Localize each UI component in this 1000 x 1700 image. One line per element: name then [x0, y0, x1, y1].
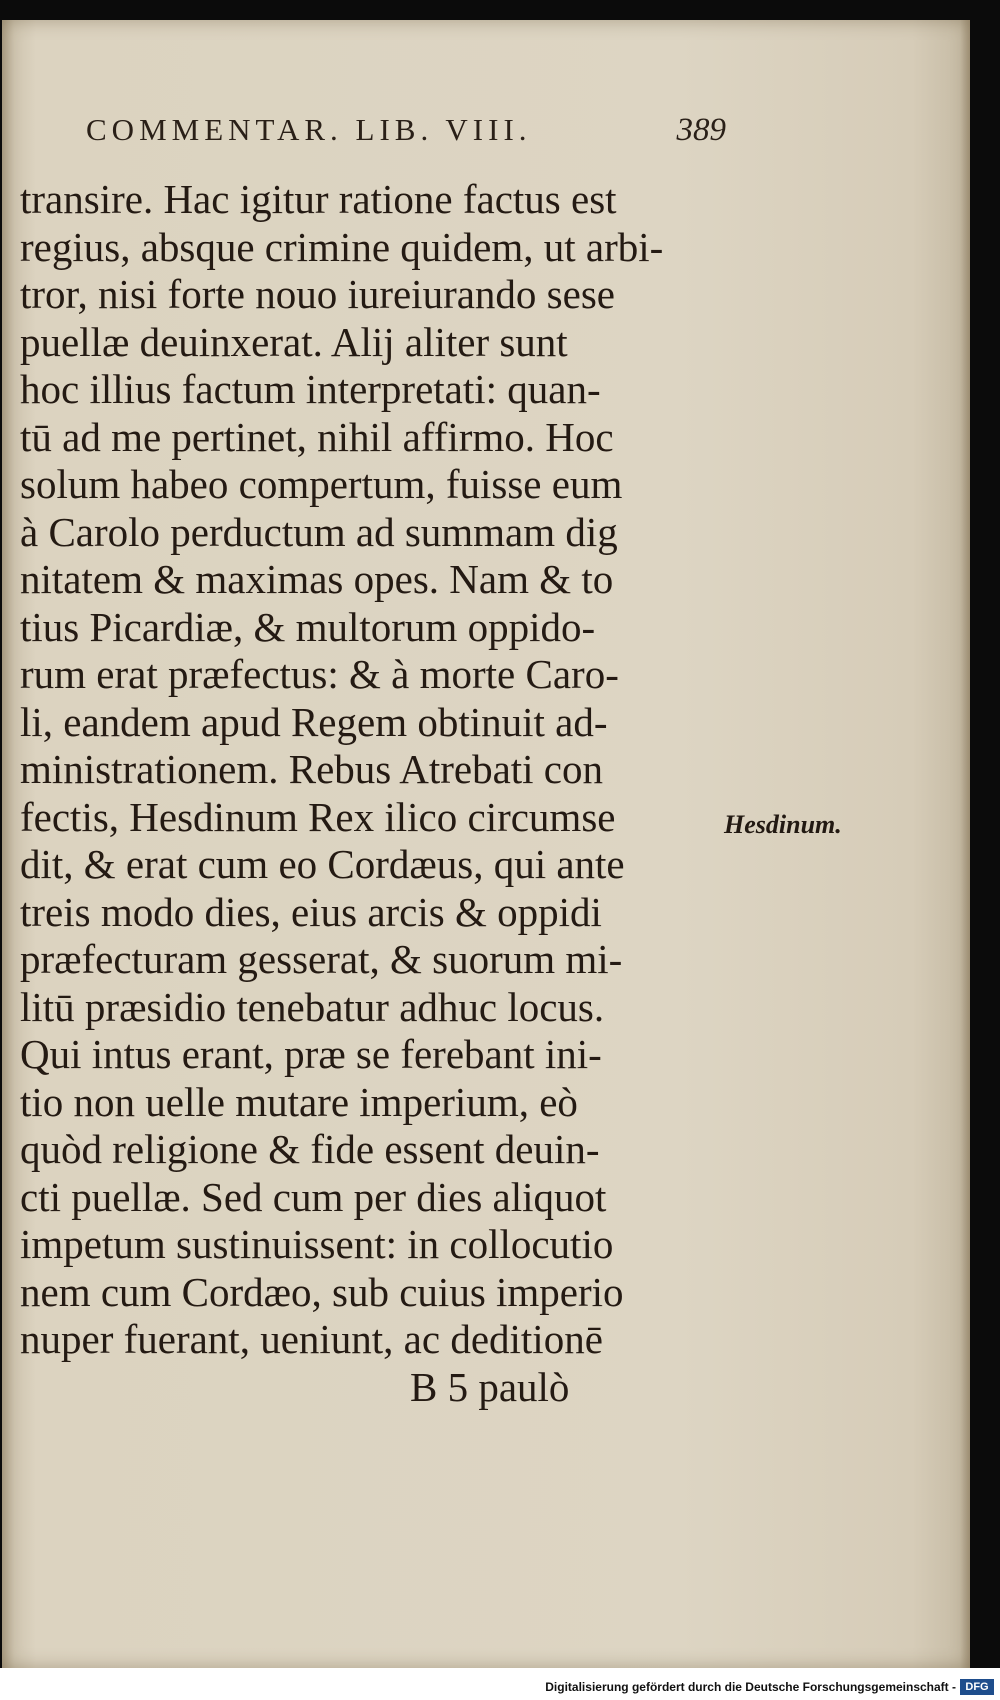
text-line: nem cum Cordæo, sub cuius imperio — [20, 1268, 624, 1315]
page-edge-shadow — [960, 20, 970, 1668]
footer-bar — [0, 1668, 1000, 1700]
running-head: COMMENTAR. LIB. VIII. — [86, 112, 532, 147]
text-line: tū ad me pertinet, nihil affirmo. Hoc — [20, 413, 614, 460]
text-line: à Carolo perductum ad summam dig — [20, 508, 618, 555]
text-line: transire. Hac igitur ratione factus est — [20, 176, 617, 222]
page-number: 389 — [676, 112, 726, 148]
text-line: præfecturam gesserat, & suorum mi- — [20, 936, 623, 982]
text-line: regius, absque crimine quidem, ut arbi- — [20, 223, 664, 270]
dfg-logo: DFG — [960, 1679, 994, 1695]
text-line: treis modo dies, eius arcis & oppidi — [20, 888, 602, 935]
book-page — [2, 20, 970, 1668]
text-line: nitatem & maximas opes. Nam & to — [20, 556, 614, 602]
text-line: rum erat præfectus: & à morte Caro- — [20, 651, 619, 697]
text-line: li, eandem apud Regem obtinuit ad- — [20, 698, 608, 745]
catchline: B 5 paulò — [410, 1363, 570, 1410]
text-line: tio non uelle mutare imperium, eò — [20, 1078, 578, 1125]
text-line: ministrationem. Rebus Atrebati con — [20, 746, 604, 792]
text-line: dit, & erat cum eo Cordæus, qui ante — [20, 841, 625, 887]
text-line: litū præsidio tenebatur adhuc locus. — [20, 983, 605, 1030]
text-line: quòd religione & fide essent deuin- — [20, 1126, 600, 1172]
marginal-note: Hesdinum. — [724, 810, 842, 839]
text-line: tror, nisi forte nouo iureiurando sese — [20, 271, 615, 317]
text-line: impetum sustinuissent: in collocutio — [20, 1221, 614, 1267]
text-line: nuper fuerant, ueniunt, ac deditionē — [20, 1316, 603, 1362]
funding-credit: Digitalisierung gefördert durch die Deutsche Forschungsgemeinschaft - — [545, 1680, 956, 1694]
text-line: tius Picardiæ, & multorum oppido- — [20, 603, 596, 650]
text-line: Qui intus erant, præ se ferebant ini- — [20, 1031, 602, 1077]
body-text — [20, 176, 720, 1411]
text-line: fectis, Hesdinum Rex ilico circumse — [20, 793, 616, 840]
text-line: cti puellæ. Sed cum per dies aliquot — [20, 1173, 607, 1220]
text-line: puellæ deuinxerat. Alij aliter sunt — [20, 318, 568, 365]
page-header — [86, 112, 726, 164]
text-line: solum habeo compertum, fuisse eum — [20, 461, 623, 507]
text-line: hoc illius factum interpretati: quan- — [20, 366, 601, 412]
